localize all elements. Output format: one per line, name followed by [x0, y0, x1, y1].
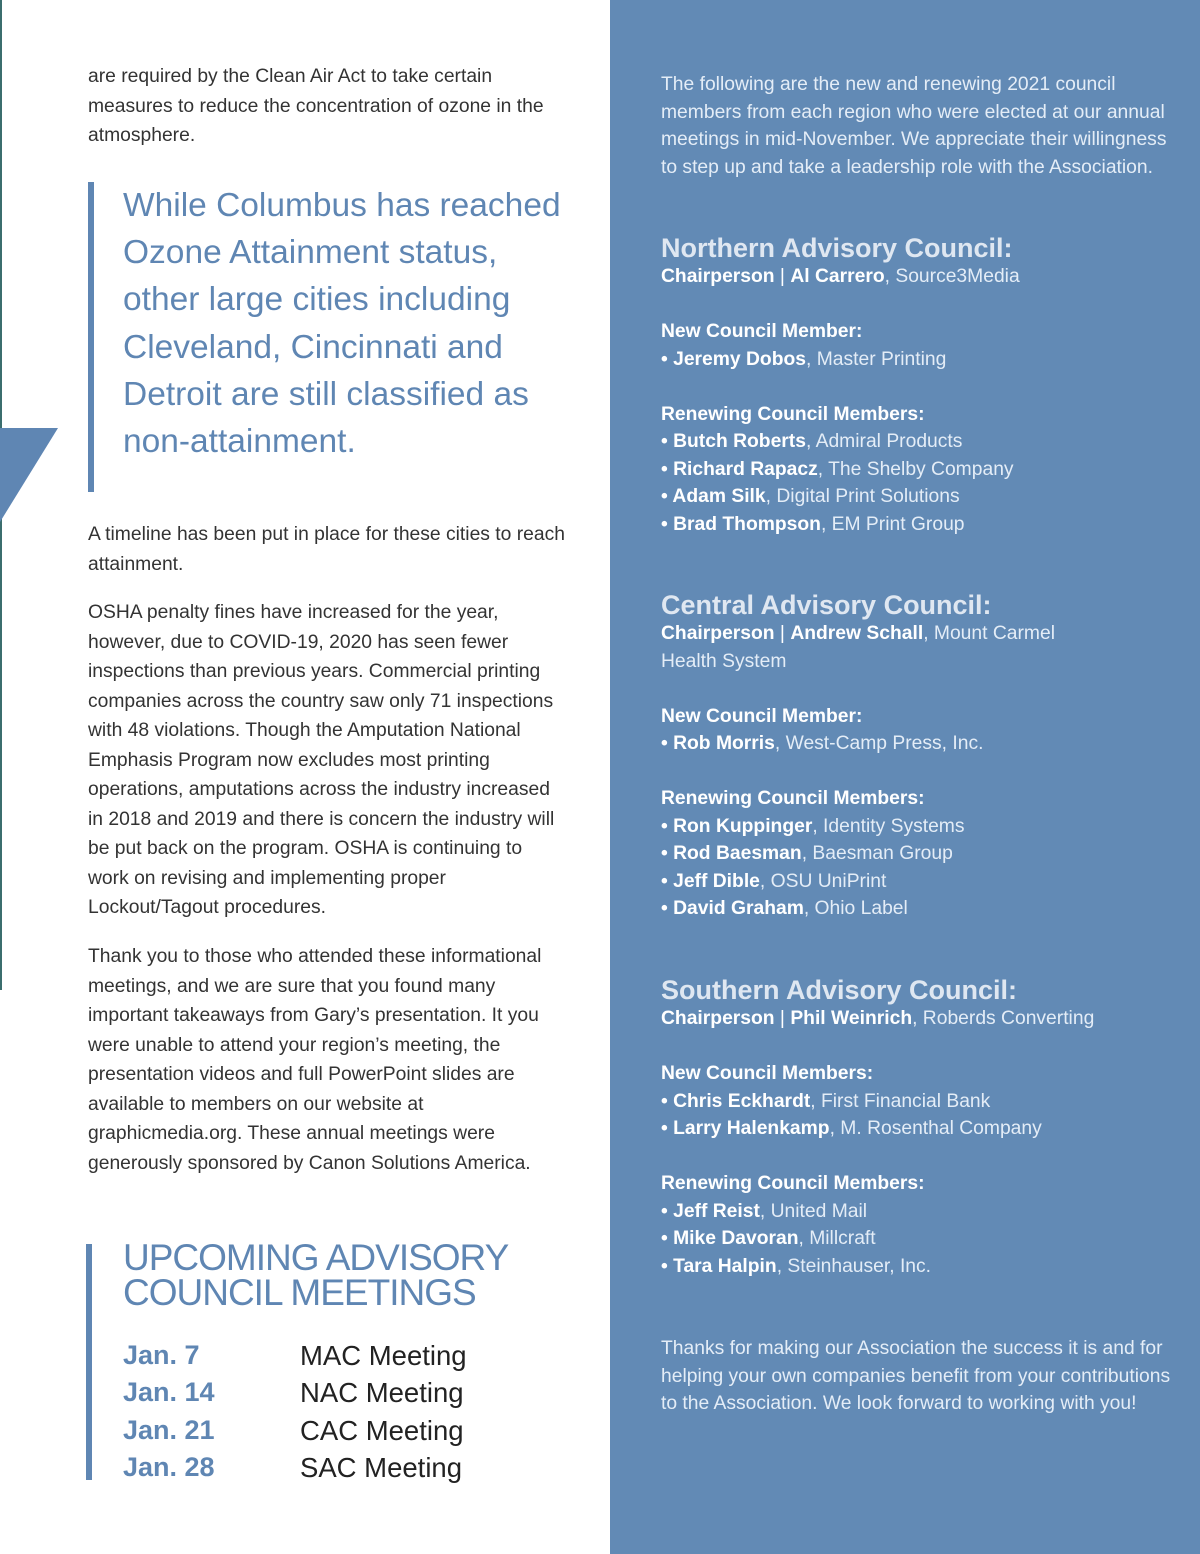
member-company: , West-Camp Press, Inc. [774, 733, 984, 754]
list-item: • Jeff Reist, United Mail [661, 1200, 868, 1222]
osha-paragraph: OSHA penalty fines have increased for the year, however, due to COVID-19, 2020 has seen fewer inspections than previous years. Commercial printing companies across the country saw only 71 inspections with 48 violations. Though the Amputation National Emphasis Program now excludes most printing operations, amputations across the industry increased in 2018 and 2019 and there is concern the industry will be put back on the program. OSHA is continuing to work on revising and implementing proper Lockout/Tagout procedures. [88, 602, 555, 918]
member-name: Jeff Reist [673, 1200, 760, 1222]
meetings-title-line1: UPCOMING ADVISORY [123, 1237, 509, 1278]
list-item: • Larry Halenkamp, M. Rosenthal Company [661, 1118, 1042, 1139]
member-name: Rod Baesman [673, 843, 802, 864]
member-company: , OSU UniPrint [759, 870, 887, 892]
member-name: Adam Silk [672, 486, 766, 507]
chair-separator: | [774, 266, 791, 287]
member-company: , Admiral Products [805, 431, 963, 452]
chair-company: , Mount Carmel Health System [661, 623, 1055, 672]
member-name: Butch Roberts [673, 431, 806, 452]
pull-quote-text: While Columbus has reached Ozone Attainment status, other large cities including Cleveland, Cincinnati and Detroit are still classified as non-attainment. [123, 187, 561, 461]
list-item: • Ron Kuppinger, Identity Systems [661, 815, 965, 837]
list-item: • Rob Morris, West-Camp Press, Inc. [661, 733, 984, 754]
list-item: • Brad Thompson, EM Print Group [661, 513, 965, 535]
chair-label: Chairperson [661, 266, 775, 287]
council-title: Northern Advisory Council: [661, 233, 1013, 263]
chair-company: , Roberds Converting [912, 1008, 1095, 1029]
chair-company: , Source3Media [884, 266, 1020, 287]
member-company: , First Financial Bank [810, 1090, 991, 1112]
member-company: , M. Rosenthal Company [829, 1118, 1042, 1139]
meeting-date: Jan. 21 [123, 1415, 215, 1445]
meeting-row [123, 1412, 523, 1449]
list-item: • Mike Davoran, Millcraft [661, 1228, 876, 1249]
new-member-label: New Council Member: [661, 321, 863, 342]
meeting-date: Jan. 14 [123, 1377, 215, 1407]
list-item: • Adam Silk, Digital Print Solutions [661, 486, 960, 507]
member-company: , Digital Print Solutions [765, 486, 960, 507]
council-title: Southern Advisory Council: [661, 975, 1018, 1005]
meeting-date: Jan. 7 [123, 1340, 200, 1370]
meeting-name: MAC Meeting [300, 1340, 467, 1371]
member-name: Rob Morris [673, 733, 775, 754]
chairperson-line [661, 620, 1081, 675]
chair-separator: | [774, 623, 791, 644]
list-item: • Jeff Dible, OSU UniPrint [661, 870, 887, 892]
member-company: , Baesman Group [801, 843, 953, 864]
renewing-members-label: Renewing Council Members: [661, 403, 925, 425]
intro-paragraph: are required by the Clean Air Act to take certain measures to reduce the concentration of ozone in the atmosphere. [88, 66, 544, 146]
member-name: Ron Kuppinger [673, 815, 813, 837]
council-title: Central Advisory Council: [661, 590, 992, 620]
member-name: Mike Davoran [673, 1228, 799, 1249]
chair-label: Chairperson [661, 623, 775, 644]
new-member-label: New Council Member: [661, 705, 863, 727]
member-name: Richard Rapacz [673, 458, 818, 480]
list-item: • David Graham, Ohio Label [661, 898, 908, 919]
member-name: Jeremy Dobos [673, 348, 806, 370]
thank-you-paragraph: Thank you to those who attended these informational meetings, and we are sure that you found many important takeaways from Gary’s presentation. It you were unable to attend your region’s meeting, the presentation videos and full PowerPoint slides are available to members on our website at graphicmedia.org. These annual meetings were generously sponsored by Canon Solutions America. [88, 946, 542, 1174]
timeline-paragraph: A timeline has been put in place for these cities to reach attainment. [88, 524, 565, 575]
member-name: Jeff Dible [673, 870, 760, 892]
new-member-label: New Council Members: [661, 1063, 874, 1084]
chairperson-line [661, 1005, 1181, 1033]
meeting-name: CAC Meeting [300, 1415, 464, 1446]
council-intro: The following are the new and renewing 2021 council members from each region who were elected at our annual meetings in mid-November. We appreciate their willingness to step up and take a leadership role with the Association. [661, 74, 1167, 178]
member-name: Tara Halpin [673, 1255, 777, 1277]
meeting-row [123, 1374, 523, 1411]
upcoming-meetings [86, 1237, 522, 1483]
meeting-name: SAC Meeting [300, 1452, 463, 1483]
list-item: • Tara Halpin, Steinhauser, Inc. [661, 1255, 932, 1277]
chair-separator: | [774, 1008, 791, 1029]
pull-quote [88, 182, 574, 492]
member-company: , Millcraft [798, 1228, 876, 1249]
member-name: David Graham [673, 898, 804, 919]
edge-accent-triangle [0, 428, 58, 522]
meeting-row [123, 1449, 523, 1486]
list-item: • Chris Eckhardt, First Financial Bank [661, 1090, 991, 1112]
chair-label: Chairperson [661, 1008, 775, 1029]
member-name: Chris Eckhardt [673, 1090, 811, 1112]
southern-council [661, 975, 1181, 1280]
chair-name: Phil Weinrich [790, 1008, 913, 1029]
meeting-name: NAC Meeting [300, 1377, 464, 1408]
chair-name: Al Carrero [790, 266, 885, 287]
member-company: , Ohio Label [803, 898, 908, 919]
member-company: , United Mail [759, 1200, 868, 1222]
meetings-title-line2: COUNCIL MEETINGS [123, 1272, 476, 1313]
chair-name: Andrew Schall [790, 623, 924, 644]
chairperson-line [661, 263, 1181, 291]
renewing-members-label: Renewing Council Members: [661, 1173, 925, 1194]
council-panel [610, 0, 1200, 1554]
central-council [661, 590, 1181, 923]
member-name: Larry Halenkamp [673, 1118, 830, 1139]
council-outro: Thanks for making our Association the success it is and for helping your own companies benefit from your contributions to the Association. We look forward to working with you! [661, 1338, 1171, 1414]
list-item: • Richard Rapacz, The Shelby Company [661, 458, 1014, 480]
renewing-members-label: Renewing Council Members: [661, 788, 925, 809]
meeting-date: Jan. 28 [123, 1452, 215, 1482]
list-item: • Butch Roberts, Admiral Products [661, 431, 963, 452]
member-company: , EM Print Group [820, 513, 965, 535]
meetings-title [123, 1237, 523, 1313]
list-item: • Rod Baesman, Baesman Group [661, 843, 953, 864]
member-name: Brad Thompson [673, 513, 821, 535]
meeting-row [123, 1337, 523, 1374]
member-company: , Master Printing [806, 348, 947, 370]
northern-council [661, 233, 1181, 538]
member-company: , Identity Systems [812, 815, 965, 837]
list-item: • Jeremy Dobos, Master Printing [661, 348, 947, 370]
member-company: , The Shelby Company [817, 458, 1014, 480]
member-company: , Steinhauser, Inc. [776, 1255, 932, 1277]
